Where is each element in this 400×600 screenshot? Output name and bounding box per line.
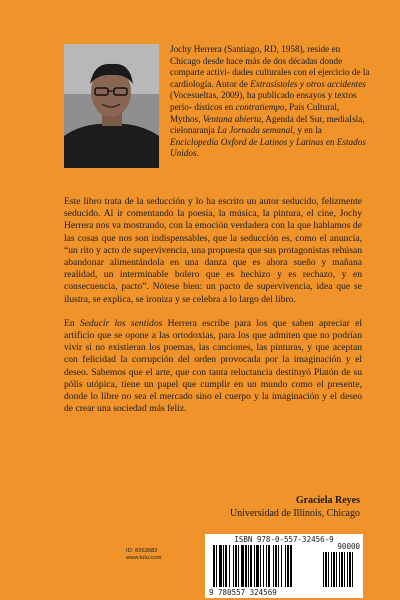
- publication-title: Enciclopedia Oxford de Latinos y Latinas en Estados Unidos: [170, 136, 366, 159]
- publication-title: Ventana abierta: [202, 113, 262, 124]
- book-title: Seducir los sentidos: [79, 317, 163, 329]
- bio-text: reside en Chicago desde hace más de: [170, 44, 341, 66]
- publication-title: La Jornada semanal: [217, 125, 293, 136]
- author-photo: [64, 44, 159, 168]
- lulu-url: www.lulu.com: [126, 555, 162, 561]
- bio-text: .: [196, 148, 199, 159]
- bio-text: ha publicado ensayos y textos perio-: [170, 90, 357, 112]
- signature-affiliation: Universidad de Illinois, Chicago: [230, 507, 360, 519]
- bio-text: dísticos en: [194, 101, 234, 112]
- bio-text: cardiología. Autor de: [170, 78, 248, 89]
- signature: [230, 495, 360, 520]
- lulu-id: ID: 8263082: [126, 548, 158, 554]
- paragraph-text: En: [64, 317, 75, 329]
- bio-text: , País Cultural, Mythos,: [170, 101, 340, 124]
- bio-text: Jochy Herrera (Santiago, RD, 1958),: [170, 44, 305, 54]
- price-code: 90000: [337, 542, 360, 551]
- signature-name: Graciela Reyes: [295, 495, 360, 506]
- bio-text: dades culturales con el ejercicio de la: [232, 67, 370, 78]
- paragraph-text: Herrera escribe para los que saben apreciar el artificio que se opone a las ortodoxias, para los que admiten que no podrían vivir si no existieran los poemas, las canciones, las pinturas, y que aceptan con felicidad la corrupción del orden provocada por la imaginación y el deseo. Sabemos que el arte, que con tanta reluctancia destituyó Platón de su pólis utópica, tiene un papel que cumplir en un mundo como el presente, donde lo libre no sea el mercado sino el cuerpo y la imaginación y el deseo de crear una sociedad más feliz.: [64, 317, 362, 415]
- paragraph-2: [64, 318, 362, 416]
- bio-text: , y en la: [292, 125, 322, 136]
- barcode-digits: 9 780557 324569: [209, 588, 277, 597]
- bio-text: , Agenda del Sur, mediaIsla, cielonaranja: [170, 113, 365, 136]
- publication-title: contratiempo: [235, 101, 285, 112]
- author-bio: [170, 44, 370, 160]
- isbn-label: ISBN 978-0-557-32456-9: [234, 535, 334, 544]
- bio-text: dos décadas donde comparte activi-: [170, 55, 343, 78]
- isbn-barcode: [205, 534, 363, 598]
- paragraph-1: Este libro trata de la seducción y lo ha escrito un autor seducido, felizmente seducido. Al ir comentando la poesía, la música, la pintura, el cine, Jochy Herrera nos va mostrando, con la emoción verdadera con la que hablamos de las cosas que nos son indispensables, que la seducción es, como el anuncia, “un rito y acto de supervivencia, una propuesta que sus protagonistas rehúsan abandonar alimentándola en una danza que es ahora sueño y mañana realidad, un interminable bolero que es hechizo y es rechazo, y en consecuencia, pacto”. Nótese bien: un pacto de supervivencia, idea que se ilustra, se explica, se ironiza y se celebra a lo largo del libro.: [64, 196, 362, 305]
- bio-text: (Vocesueltas, 2009),: [170, 90, 245, 101]
- lulu-imprint: [126, 548, 161, 562]
- book-title: Extrasístoles y otros accidentes: [250, 78, 366, 89]
- back-cover-text: [64, 196, 362, 427]
